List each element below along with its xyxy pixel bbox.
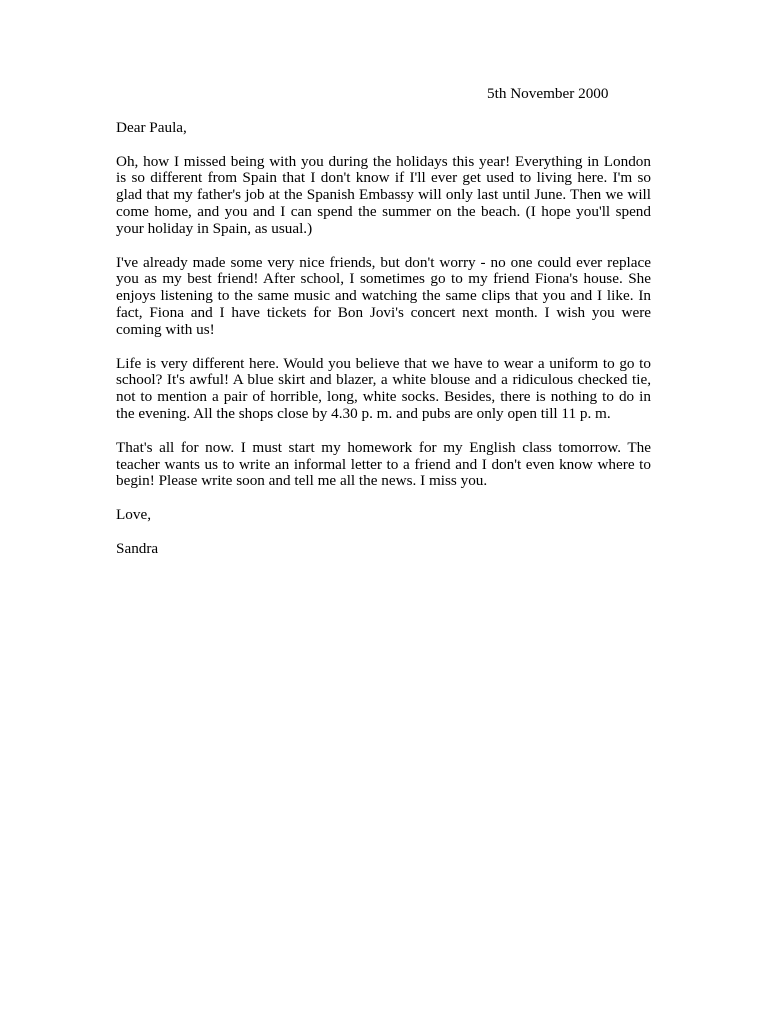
signature: Sandra <box>116 539 159 557</box>
letter-body <box>116 86 651 558</box>
salutation: Dear Paula, <box>116 118 187 136</box>
letter-date: 5th November 2000 <box>487 85 609 102</box>
paragraph-4: That's all for now. I must start my homework for my English class tomorrow. The teacher wants us to write an informal letter to a friend and I don't even know where to begin! Please write soon and tell me all the news. I miss you. <box>116 438 651 490</box>
closing: Love, <box>116 506 152 524</box>
paragraph-1: Oh, how I missed being with you during the holidays this year! Everything in London is so different from Spain that I don't know if I'll ever get used to living here. I'm so glad that my father's job at the Spanish Embassy will only last until June. Then we will come home, and you and I can spend the summer on the beach. (I hope you'll spend your holiday in Spain, as usual.) <box>116 152 651 237</box>
paragraph-2: I've already made some very nice friends, but don't worry - no one could ever replace you as my best friend! After school, I sometimes go to my friend Fiona's house. She enjoys listening to the same music and watching the same clips that you and I like. In fact, Fiona and I have tickets for Bon Jovi's concert next month. I wish you were coming with us! <box>116 253 651 338</box>
paragraph-3: Life is very different here. Would you believe that we have to wear a uniform to go to school? It's awful! A blue skirt and blazer, a white blouse and a ridiculous checked tie, not to mention a pair of horrible, long, white socks. Besides, there is nothing to do in the evening. All the shops close by 4.30 p. m. and pubs are only open till 11 p. m. <box>116 354 651 422</box>
